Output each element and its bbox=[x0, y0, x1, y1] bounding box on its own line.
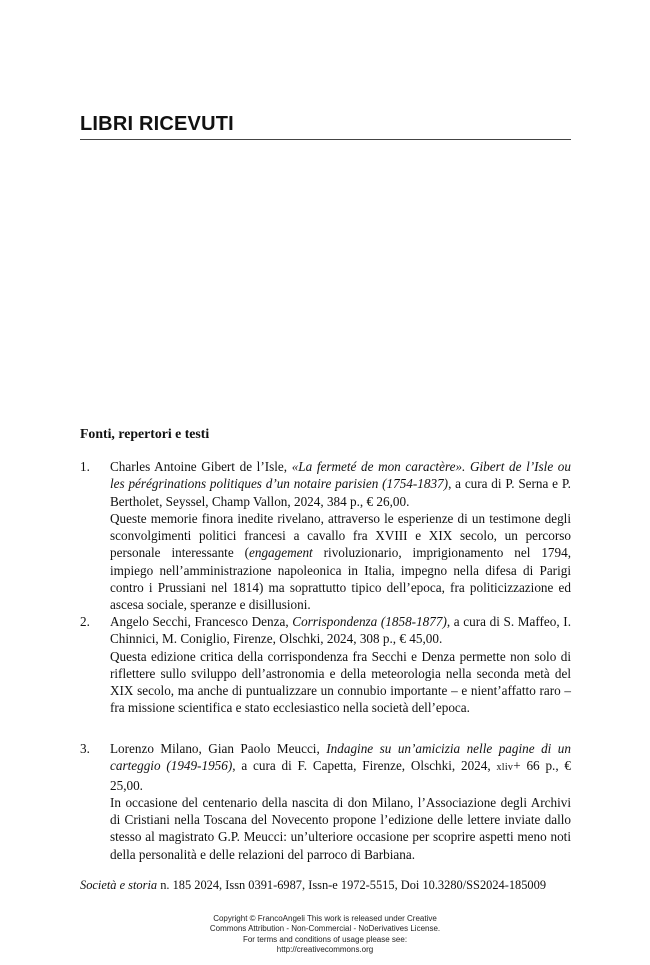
entry-citation bbox=[110, 458, 571, 510]
entry-citation bbox=[110, 613, 571, 648]
entry-authors: Lorenzo Milano, Gian Paolo Meucci, bbox=[110, 741, 327, 756]
license-line: For terms and conditions of usage please see: bbox=[242, 934, 408, 944]
entry-details: , a cura di P. Serna e P. Bertholet, Seyssel, Champ Vallon, 2024, 384 p., € 26,00. bbox=[110, 476, 571, 509]
entry-authors: Charles Antoine Gibert de l’Isle, bbox=[110, 459, 292, 474]
entry-description: Queste memorie finora inedite rivelano, attraverso le esperienze di un testimone degli sconvolgimenti politici francesi a cavallo fra XVIII e XIX secolo, un percorso personale interessante (engagement rivoluzionario, imprigionamento nel 1794, impiego nell’amministrazione napoleonica in Italia, impegno nella difesa di Parigi contro i Prussiani nel 1814) ma soprattutto tipico dell’epoca, fra politicizzazione ed ascesa sociale, speranze e disillusioni. bbox=[110, 510, 571, 613]
entry-title: «La fermeté de mon caractère». Gibert de l’Isle ou les pérégrinations politiques d’un notaire parisien (1754-1837) bbox=[110, 459, 571, 492]
entry-number: 2. bbox=[80, 614, 90, 629]
journal-reference bbox=[80, 877, 571, 893]
license-line: Copyright © FrancoAngeli This work is released under Creative bbox=[213, 914, 437, 923]
roman-numeral: xliv bbox=[496, 762, 514, 774]
journal-name: Società e storia bbox=[80, 878, 158, 892]
entry-title: Indagine su un’amicizia nelle pagine di un carteggio (1949-1956) bbox=[110, 741, 571, 774]
license-link[interactable]: http://creativecommons.org bbox=[276, 945, 374, 955]
entry-authors: Angelo Secchi, Francesco Denza, bbox=[110, 614, 293, 629]
list-item bbox=[80, 613, 571, 717]
entry-citation: Lorenzo Milano, Gian Paolo Meucci, Indagine su un’amicizia nelle pagine di un carteggio (1949-1956), a cura di F. Capetta, Firenze, Olschki, 2024, xliv+ 66 p., € 25,00. bbox=[110, 741, 572, 793]
entry-description: In occasione del centenario della nascita di don Milano, l’Associazione degli Archivi di Cristiani nella Toscana del Novecento propone l’edizione delle lettere inviate dallo stesso al magistrato G.P. Meucci: un’ulteriore occasione per scoprire aspetti meno noti della personalità e delle relazioni del parroco di Barbiana. bbox=[110, 794, 571, 862]
page-title: LIBRI RICEVUTI bbox=[80, 113, 571, 140]
entry-details: , a cura di S. Maffeo, I. Chinnici, M. Coniglio, Firenze, Olschki, 2024, 308 p., € 45,00. bbox=[110, 614, 571, 647]
entry-title: Corrispondenza (1858-1877) bbox=[292, 614, 447, 629]
list-item bbox=[80, 740, 571, 863]
list-item bbox=[80, 458, 571, 614]
license-notice bbox=[0, 914, 650, 956]
journal-details: n. 185 2024, Issn 0391-6987, Issn-e 1972-5515, Doi 10.3280/SS2024-185009 bbox=[157, 878, 547, 892]
license-line: Commons Attribution - Non-Commercial - NoDerivatives License. bbox=[209, 924, 441, 934]
entry-number: 1. bbox=[80, 459, 90, 474]
section-heading: Fonti, repertori e testi bbox=[80, 426, 210, 441]
entry-description: Questa edizione critica della corrispondenza fra Secchi e Denza permette non solo di riflettere sullo sviluppo dell’astronomia e della meteorologia nella seconda metà del XIX secolo, ma anche di puntualizzare un connubio importante – e nient’affatto raro – fra missione scientifica e stato ecclesiastico nella società dell’epoca. bbox=[110, 648, 571, 716]
entry-number: 3. bbox=[80, 741, 90, 756]
